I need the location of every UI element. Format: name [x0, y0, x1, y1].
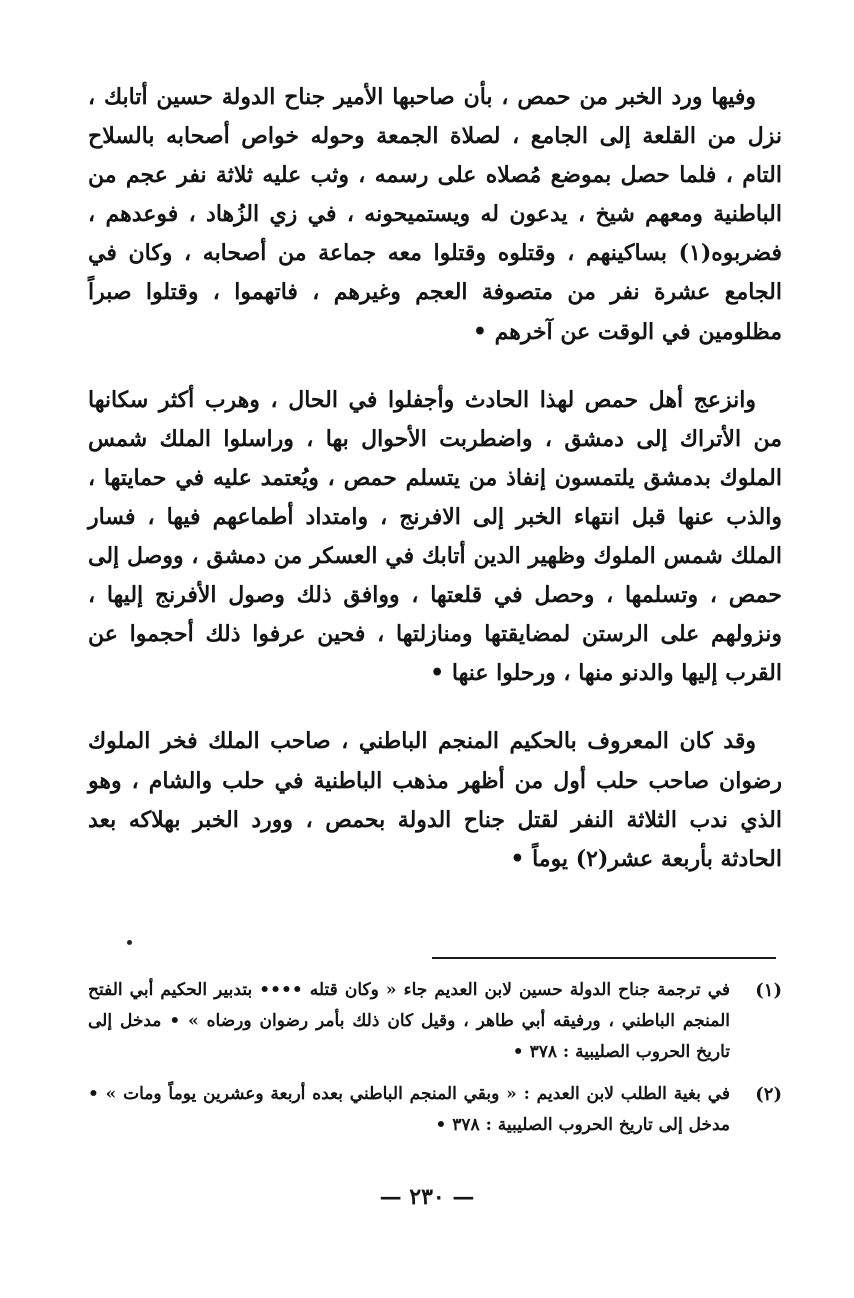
footnote-text: في بغية الطلب لابن العديم : « وبقي المنجم الباطني بعده أربعة وعشرين يوماً ومات » • مدخل إلى تاريخ الحروب الصليبية : ٣٧٨ •: [88, 1084, 730, 1135]
footnote-number: (١): [755, 980, 782, 1001]
paragraph-hims-people: وانزعج أهل حمص لهذا الحادث وأجفلوا في الحال ، وهرب أكثر سكانها من الأتراك إلى دمشق ، واضطربت الأحوال بها ، وراسلوا الملك شمس الملوك بدمشق يلتمسون إنفاذ من يتسلم حمص ، ويُعتمد عليه في حمايتها ، والذب عنها قبل انتهاء الخبر إلى الافرنج ، وامتداد أطماعهم فيها ، فسار الملك شمس الملوك وظهير الدين أتابك في العسكر من دمشق ، ووصل إلى حمص ، وتسلمها ، وحصل في قلعتها ، ووافق ذلك وصول الأفرنج إليها ، ونزولهم على الرستن لمضايقتها ومنازلتها ، فحين عرفوا ذلك أحجموا عن القرب إليها والدنو منها ، ورحلوا عنها •: [88, 386, 782, 687]
footnote-1: [88, 975, 782, 1068]
paragraph-hims-news: وفيها ورد الخبر من حمص ، بأن صاحبها الأمير جناح الدولة حسين أتابك ، نزل من القلعة إلى الجامع ، لصلاة الجمعة وحوله خواص أصحابه بالسلاح التام ، فلما حصل بموضع مُصلاه على رسمه ، وثب عليه ثلاثة نفر عجم من الباطنية ومعهم شيخ ، يدعون له ويستميحونه ، في زي الزُهاد ، فوعدهم ، فضربوه(١) بساكينهم ، وقتلوه وقتلوا معه جماعة من أصحابه ، وكان في الجامع عشرة نفر من متصوفة العجم وغيرهم ، فاتهموا ، وقتلوا صبراً مظلومين في الوقت عن آخرهم •: [88, 84, 782, 345]
footnotes: [88, 975, 782, 1152]
main-text: [88, 78, 782, 879]
page-number: — ٢٣٠ —: [379, 1184, 475, 1210]
paragraph-astrologer: وقد كان المعروف بالحكيم المنجم الباطني ، صاحب الملك فخر الملوك رضوان صاحب حلب أول من أظهر مذهب الباطنية في حلب والشام ، وهو الذي ندب الثلاثة النفر لقتل جناح الدولة بحمص ، وورد الخبر بهلاكه بعد الحادثة بأربعة عشر(٢) يوماً •: [88, 728, 782, 872]
footnote-2: [88, 1079, 782, 1141]
stray-dot: [127, 940, 132, 945]
footnote-divider: [432, 957, 776, 959]
footnote-text: في ترجمة جناح الدولة حسين لابن العديم جاء « وكان قتله •••• بتدبير الحكيم أبي الفتح المنجم الباطني ، ورفيقه أبي طاهر ، وقيل كان ذلك بأمر رضوان ورضاه » • مدخل إلى تاريخ الحروب الصليبية : ٣٧٨ •: [88, 980, 730, 1062]
footnote-number: (٢): [755, 1084, 782, 1105]
